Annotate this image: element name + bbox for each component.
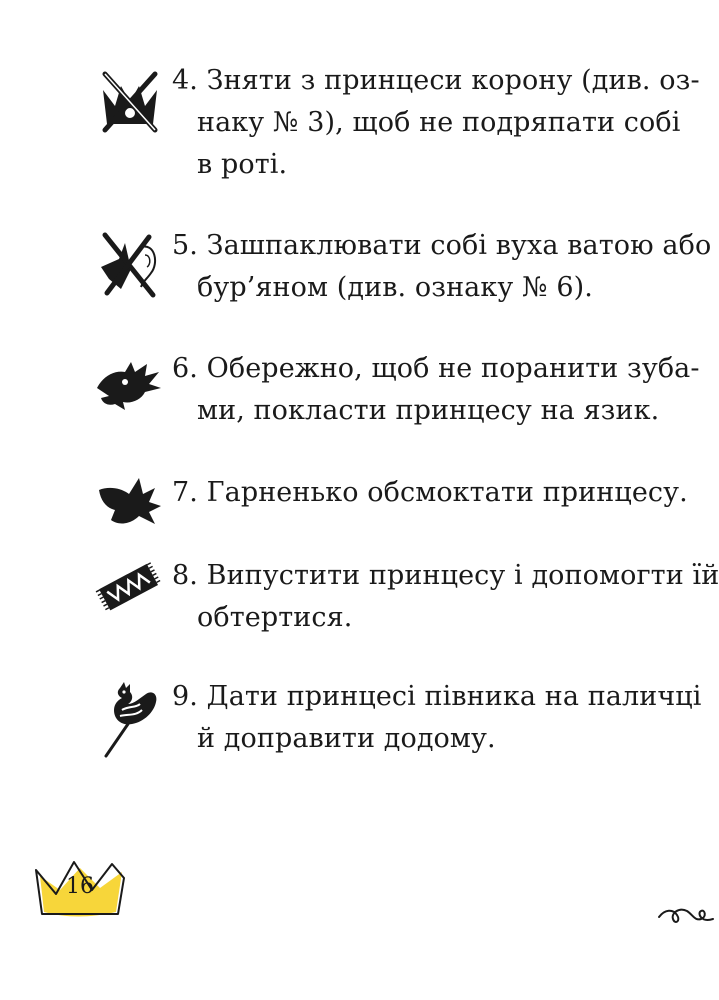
rooster-lollipop-icon — [100, 680, 162, 764]
step-4-line-3: в роті. — [197, 149, 288, 180]
step-5-line-2: бур’яном (див. ознаку № 6). — [197, 272, 593, 303]
step-8-line-2: обтертися. — [197, 602, 353, 633]
step-9-line-2: й доправити додому. — [197, 723, 496, 754]
towel-icon — [92, 559, 166, 621]
squiggle-decoration — [655, 895, 715, 935]
dragon-head-icon — [95, 354, 165, 418]
crossed-ear-icon — [97, 229, 163, 303]
step-6-line-1: 6. Обережно, щоб не поранити зуба- — [172, 353, 700, 384]
crossed-crown-icon — [97, 68, 163, 138]
step-9-line-1: 9. Дати принцесі півника на паличці — [172, 681, 702, 712]
step-8-line-1: 8. Випустити принцесу і допомогти їй — [172, 560, 719, 591]
step-5-line-1: 5. Зашпаклювати собі вуха ватою або — [172, 230, 712, 261]
step-4-line-1: 4. Зняти з принцеси корону (див. оз- — [172, 65, 700, 96]
step-7-line-1: 7. Гарненько обсмоктати принцесу. — [172, 477, 688, 508]
page-number: 16 — [66, 874, 94, 899]
step-6-line-2: ми, покласти принцесу на язик. — [197, 395, 660, 426]
dragon-mouth-icon — [95, 472, 165, 536]
step-4-line-2: наку № 3), щоб не подряпати собі — [197, 107, 681, 138]
